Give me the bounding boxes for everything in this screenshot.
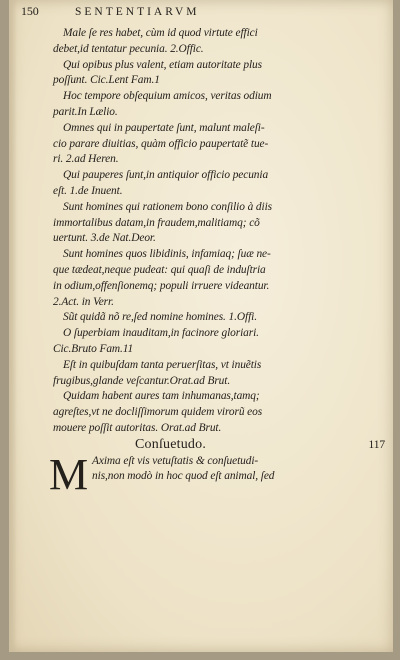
text-line: Hoc tempore obſequium amicos, veritas odium	[63, 90, 272, 103]
text-line: debet,id tentatur pecunia. 2.Offic.	[53, 42, 204, 55]
gathering-signature: 117	[368, 438, 385, 451]
text-line: O ſuperbiam inauditam,in facinore gloriari.	[63, 327, 259, 340]
page-text-block	[21, 4, 389, 499]
text-line: Male ſe res habet, cùm id quod virtute effici	[63, 27, 258, 39]
text-line: que tædeat,neque pudeat: qui quaſi de induſtria	[53, 263, 266, 276]
book-page	[9, 0, 393, 652]
text-line: Qui opibus plus valent, etiam autoritate plus	[63, 58, 262, 71]
text-line: agreſtes,vt ne docliſſimorum quidem virorũ eos	[53, 406, 263, 419]
text-line: Omnes qui in paupertate ſunt, malunt maleſi-	[63, 121, 265, 134]
text-line: mouere poſſit autoritas. Orat.ad Brut.	[53, 421, 222, 434]
page-gutter-shadow	[9, 0, 17, 652]
text-line: nis,non modò in hoc quod eſt animal, ſed	[92, 470, 275, 483]
running-title: SENTENTIARVM	[75, 6, 200, 18]
text-line: Sunt homines qui rationem bono conſilio à diis	[63, 200, 272, 213]
text-line: Axima eſt vis vetuſtatis & conſuetudi-	[92, 454, 259, 467]
text-line: immortalibus datam,in fraudem,malitiamq; cõ	[53, 216, 260, 229]
text-line: 2.Act. in Verr.	[53, 295, 114, 308]
text-line: ri. 2.ad Heren.	[53, 153, 119, 166]
section-opening	[49, 449, 389, 499]
text-line: in odium,offenſionemq; populi irruere videantur.	[53, 279, 270, 292]
text-line: frugibus,glande veſcantur.Orat.ad Brut.	[53, 374, 231, 387]
text-line: Eſt in quibuſdam tanta peruerſitas, vt inuẽtis	[63, 358, 262, 371]
text-line: Sũt quidã nõ re,ſed nomine homines. 1.Offi.	[63, 311, 257, 324]
text-line: poſſunt. Cic.Lent Fam.1	[53, 74, 160, 87]
text-line: Qui pauperes ſunt,in antiquior officio pecunia	[63, 169, 269, 182]
page-number: 150	[21, 4, 39, 18]
text-line: parit.In Lælio.	[53, 105, 118, 118]
section-title: Conſuetudo.	[135, 436, 207, 452]
text-line: cio parare diuitias, quàm officio paupertatẽ tue-	[53, 137, 269, 150]
section-heading-row	[53, 437, 389, 454]
text-line: Sunt homines quos libidinis, infamiaq; ſuæ ne-	[63, 248, 271, 261]
text-line: Quidam habent aures tam inhumanas,tamq;	[63, 390, 260, 403]
drop-cap: M	[49, 449, 89, 499]
page-header	[21, 4, 389, 26]
text-line: Cic.Bruto Fam.11	[53, 342, 134, 355]
text-line: eſt. 1.de Inuent.	[53, 184, 123, 197]
text-line: uertunt. 3.de Nat.Deor.	[53, 232, 156, 245]
